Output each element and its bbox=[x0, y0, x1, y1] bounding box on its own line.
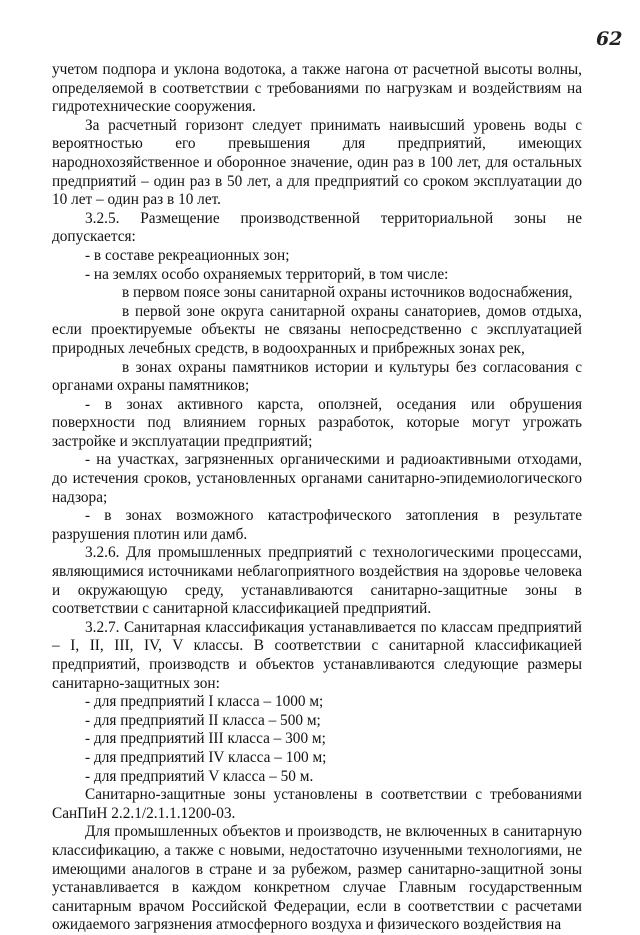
list-item: - для предприятий V класса – 50 м. bbox=[85, 767, 314, 785]
list-item: - для предприятий II класса – 500 м; bbox=[85, 711, 321, 729]
list-item: - для предприятий III класса – 300 м; bbox=[85, 730, 326, 748]
sub-list-item: в первом поясе зоны санитарной охраны источников водоснабжения, bbox=[122, 284, 573, 302]
document-body bbox=[52, 61, 582, 935]
paragraph-2: За расчетный горизонт следует принимать наивысший уровень воды с вероятностью его превышения для предприятий, имеющих народнохозяйственное и оборонное значение, один раз в 100 лет, для остальных предприятий – один раз в 50 лет, а для предприятий со сроком эксплуатации до 10 лет – один раз в 10 лет. bbox=[52, 116, 582, 209]
list-item: - для предприятий IV класса – 100 м; bbox=[85, 748, 327, 766]
list-item: - в зонах активного карста, оползней, оседания или обрушения поверхности под влиянием горных разработок, которые могут угрожать застройке и эксплуатации предприятий; bbox=[52, 395, 582, 450]
page-number: 62 bbox=[596, 28, 623, 50]
sub-list-item: в зонах охраны памятников истории и культуры без согласования с органами охраны памятников; bbox=[52, 358, 582, 395]
paragraph-1: учетом подпора и уклона водотока, а также нагона от расчетной высоты волны, определяемой в соответствии с требованиями по нагрузкам и воздействиям на гидротехнические сооружения. bbox=[52, 61, 582, 116]
section-3-2-7: 3.2.7. Санитарная классификация устанавливается по классам предприятий – I, II, III, IV, V классы. В соответствии с санитарной классификацией предприятий, производств и объектов устанавливаются следующие размеры санитарно-защитных зон: bbox=[52, 618, 582, 692]
list-item: - на участках, загрязненных органическими и радиоактивными отходами, до истечения сроков, установленных органами санитарно-эпидемиологического надзора; bbox=[52, 451, 582, 506]
section-3-2-5-heading: 3.2.5. Размещение производственной территориальной зоны не допускается: bbox=[52, 209, 582, 246]
paragraph-final: Для промышленных объектов и производств, не включенных в санитарную классификацию, а также с новыми, недостаточно изученными технологиями, не имеющими аналогов в стране и за рубежом, размер санитарно-защитной зоны устанавливается в каждом конкретном случае Главным государственным санитарным врачом Российской Федерации, если в соответствии с расчетами ожидаемого загрязнения атмосферного воздуха и физического воздействия на bbox=[52, 823, 582, 934]
list-item: - для предприятий I класса – 1000 м; bbox=[85, 693, 324, 711]
list-item: - в зонах возможного катастрофического затопления в результате разрушения плотин или дамб. bbox=[52, 507, 582, 543]
list-item: - на землях особо охраняемых территорий, в том числе: bbox=[85, 265, 449, 283]
sub-list-item: в первой зоне округа санитарной охраны санаториев, домов отдыха, если проектируемые объекты не связаны непосредственно с эксплуатацией природных лечебных средств, в водоохранных и прибрежных зонах рек, bbox=[52, 302, 582, 357]
paragraph-sanpin: Санитарно-защитные зоны установлены в соответствии с требованиями СанПиН 2.2.1/2.1.1.1200-03. bbox=[52, 786, 582, 822]
list-item: - в составе рекреационных зон; bbox=[85, 246, 290, 264]
section-3-2-6: 3.2.6. Для промышленных предприятий с технологическими процессами, являющимися источниками неблагоприятного воздействия на здоровье человека и окружающую среду, устанавливаются санитарно-защитные зоны в соответствии с санитарной классификацией предприятий. bbox=[52, 544, 582, 618]
